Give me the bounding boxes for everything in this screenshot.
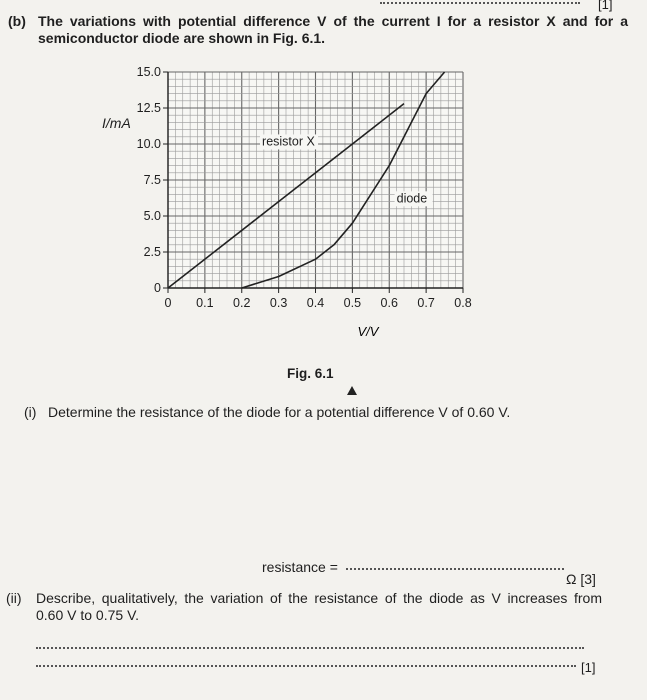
part-ii-answer-line-2[interactable] xyxy=(36,665,576,667)
y-tick-label: 0 xyxy=(154,281,161,295)
y-tick-label: 7.5 xyxy=(143,173,161,187)
x-tick-label: 0.5 xyxy=(343,296,362,310)
x-tick-label: 0 xyxy=(164,296,172,310)
x-tick-label: 0.1 xyxy=(196,296,214,310)
y-tick-label: 2.5 xyxy=(143,245,161,259)
x-tick-label: 0.7 xyxy=(417,296,435,310)
x-tick-label: 0.6 xyxy=(380,296,398,310)
resistance-label: resistance = xyxy=(262,559,338,575)
x-tick-label: 0.8 xyxy=(454,296,472,310)
y-tick-label: 10.0 xyxy=(136,137,161,151)
part-i-label: (i) xyxy=(24,404,37,420)
figure-caption: Fig. 6.1 xyxy=(287,366,334,381)
x-tick-labels xyxy=(165,288,472,310)
x-axis-label: V/V xyxy=(357,324,379,339)
diode-label: diode xyxy=(396,191,428,206)
cursor-icon xyxy=(347,386,357,395)
x-tick-label: 0.4 xyxy=(306,296,325,310)
chart-grid xyxy=(168,72,463,288)
y-tick-label: 15.0 xyxy=(136,65,161,79)
y-tick-labels xyxy=(137,65,168,295)
part-ii-question-line1: Describe, qualitatively, the variation of the resistance of the diode as V increases from xyxy=(36,590,602,606)
part-i-question: Determine the resistance of the diode for a potential difference V of 0.60 V. xyxy=(48,404,511,420)
part-ii-answer-line-1[interactable] xyxy=(36,647,584,649)
part-ii-question-line2: 0.60 V to 0.75 V. xyxy=(36,607,140,623)
part-b-text-line1: The variations with potential difference V of the current I for a resistor X and for a xyxy=(38,13,628,29)
resistor-x-label: resistor X xyxy=(262,134,315,149)
part-b-label: (b) xyxy=(8,13,26,29)
y-axis-label: I/mA xyxy=(102,115,131,131)
part-i-unit-marks: Ω [3] xyxy=(566,571,596,587)
part-ii-marks: [1] xyxy=(581,660,596,675)
y-tick-label: 5.0 xyxy=(143,209,161,223)
x-tick-label: 0.2 xyxy=(233,296,251,310)
y-tick-label: 12.5 xyxy=(136,101,161,115)
x-tick-label: 0.3 xyxy=(269,296,288,310)
mark-top: [1] xyxy=(598,0,613,12)
resistance-answer-line[interactable] xyxy=(346,568,564,570)
part-ii-label: (ii) xyxy=(6,590,22,606)
part-b-text-line2: semiconductor diode are shown in Fig. 6.1. xyxy=(38,30,326,46)
